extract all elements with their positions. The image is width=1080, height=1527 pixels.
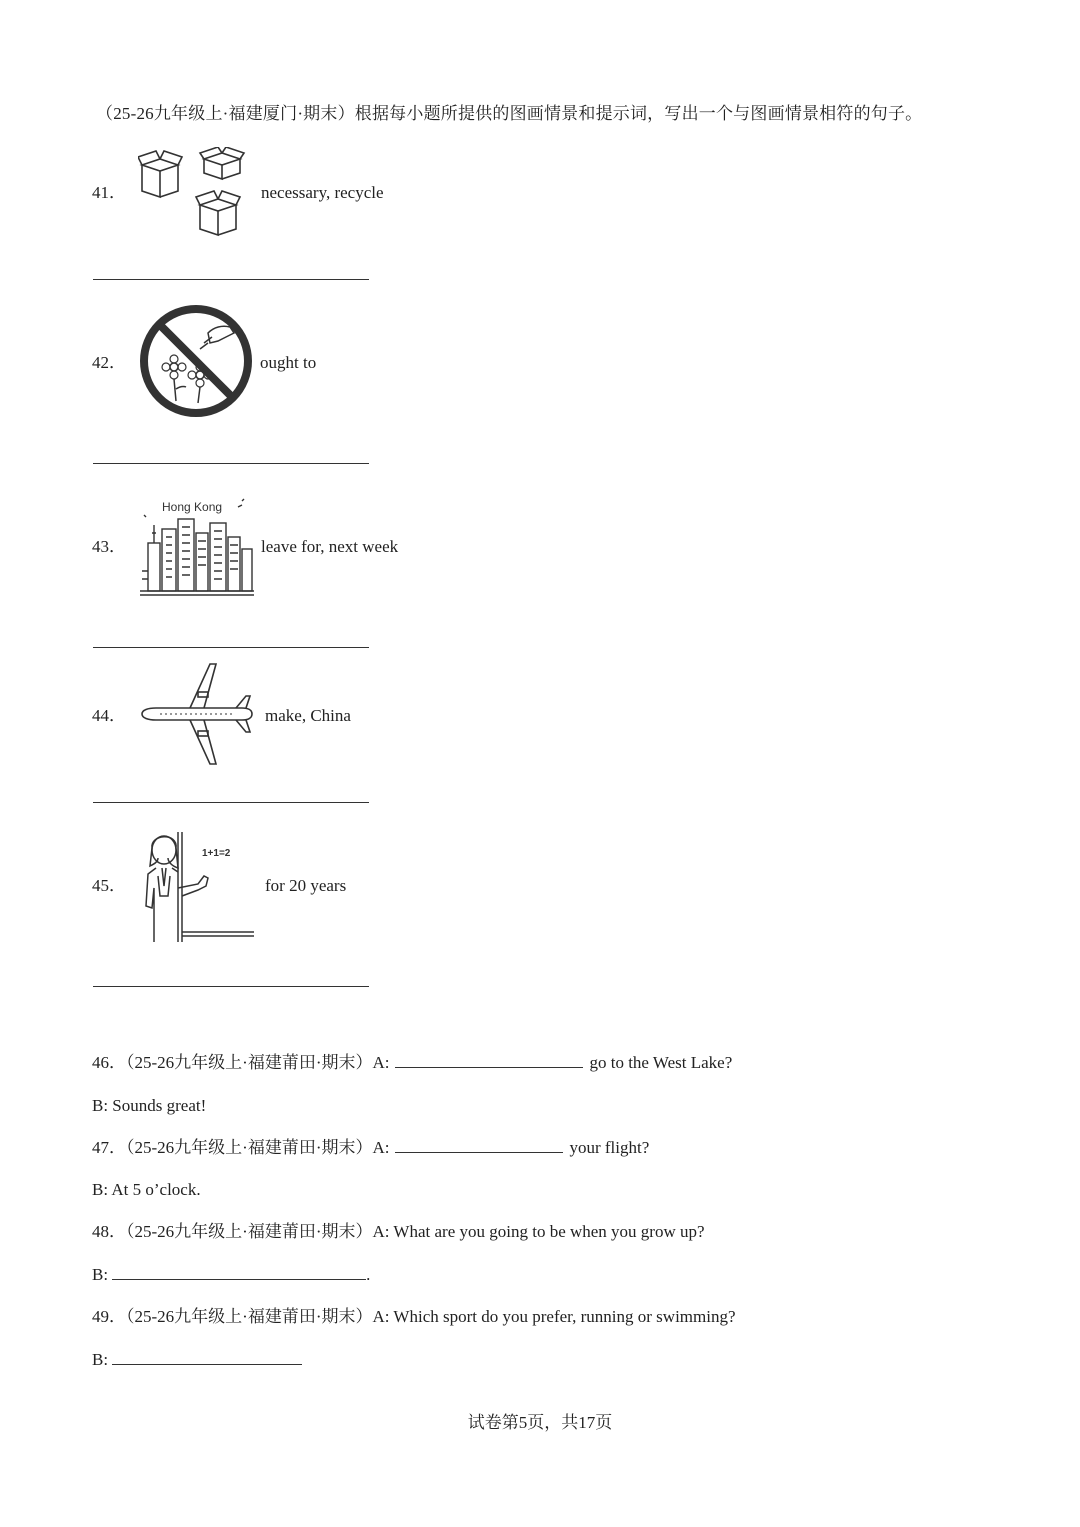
question-48-a-line <box>92 1221 705 1243</box>
blackboard-text: 1+1=2 <box>202 848 231 859</box>
question-47-source: （25-26九年级上·福建莆田·期末） <box>126 1138 373 1157</box>
question-49-a-text: A: Which sport do you prefer, running or swimming? <box>372 1307 736 1326</box>
hong-kong-skyline-icon <box>138 493 256 599</box>
question-49-number: 49． <box>92 1307 126 1326</box>
question-46-a-prefix: A: <box>372 1053 390 1072</box>
question-48-b-suffix: . <box>366 1265 371 1284</box>
question-42-hint: ought to <box>260 353 317 372</box>
question-46-b-line: B: Sounds great! <box>92 1096 207 1115</box>
question-43-number: 43． <box>92 537 126 556</box>
question-41-number: 41． <box>92 183 126 202</box>
question-49-source: （25-26九年级上·福建莆田·期末） <box>126 1307 373 1326</box>
question-49-a-line <box>92 1306 736 1328</box>
question-46-a-line <box>92 1052 732 1074</box>
question-48-b-prefix: B: <box>92 1265 109 1284</box>
question-42-number: 42． <box>92 353 126 372</box>
question-47-a-line <box>92 1137 649 1159</box>
teacher-blackboard-icon <box>138 826 258 946</box>
no-picking-flowers-icon <box>138 303 254 419</box>
question-44-answer-line[interactable] <box>93 802 369 803</box>
question-46-source: （25-26九年级上·福建莆田·期末） <box>126 1053 373 1072</box>
airplane-icon <box>138 662 256 766</box>
question-45-answer-line[interactable] <box>93 986 369 987</box>
question-42-answer-line[interactable] <box>93 463 369 464</box>
question-46-blank[interactable] <box>395 1053 583 1068</box>
page-footer: 试卷第5页，共17页 <box>467 1413 613 1432</box>
question-47-number: 47． <box>92 1138 126 1157</box>
question-49-b-line <box>92 1349 308 1371</box>
question-46-a-suffix: go to the West Lake? <box>589 1053 733 1072</box>
question-43-hint: leave for, next week <box>261 537 399 556</box>
question-44-number: 44． <box>92 706 126 725</box>
question-48-source: （25-26九年级上·福建莆田·期末） <box>126 1222 373 1241</box>
question-49-blank[interactable] <box>112 1350 302 1365</box>
question-45-hint: for 20 years <box>265 876 347 895</box>
question-48-b-line <box>92 1264 370 1286</box>
question-48-a-text: A: What are you going to be when you grow up? <box>372 1222 705 1241</box>
question-47-a-suffix: your flight? <box>569 1138 650 1157</box>
question-46-number: 46． <box>92 1053 126 1072</box>
question-48-number: 48． <box>92 1222 126 1241</box>
question-41-hint: necessary, recycle <box>261 183 384 202</box>
question-44-hint: make, China <box>265 706 351 725</box>
question-47-blank[interactable] <box>395 1138 563 1153</box>
question-49-b-prefix: B: <box>92 1350 109 1369</box>
question-47-a-prefix: A: <box>372 1138 390 1157</box>
question-48-blank[interactable] <box>112 1265 366 1280</box>
question-47-b-line: B: At 5 o’clock. <box>92 1180 201 1199</box>
hong-kong-label: Hong Kong <box>162 500 223 514</box>
question-43-answer-line[interactable] <box>93 647 369 648</box>
question-45-number: 45． <box>92 876 126 895</box>
instruction-text: （25-26九年级上·福建厦门·期末）根据每小题所提供的图画情景和提示词，写出一个与图画情景相符的句子。 <box>96 104 923 123</box>
question-41-answer-line[interactable] <box>93 279 369 280</box>
cardboard-boxes-icon <box>138 147 248 239</box>
